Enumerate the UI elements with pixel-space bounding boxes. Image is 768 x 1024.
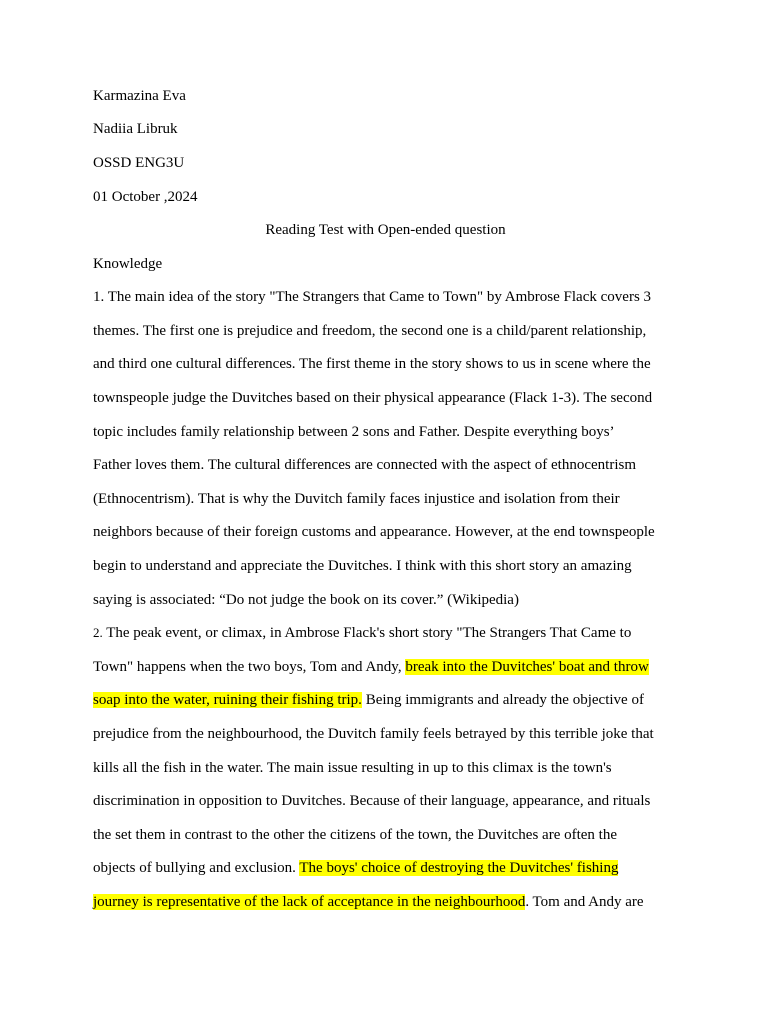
paragraph-line: discrimination in opposition to Duvitches. Because of their language, appearance, and rituals [93, 793, 651, 809]
question-number: 2. [93, 625, 103, 640]
highlighted-text: journey is representative of the lack of acceptance in the neighbourhood [93, 894, 526, 910]
section-heading-knowledge: Knowledge [93, 256, 163, 272]
highlighted-text: break into the Duvitches' boat and throw [405, 659, 649, 675]
paragraph-line [93, 658, 649, 676]
course-code: OSSD ENG3U [93, 155, 185, 171]
teacher-name: Nadiia Libruk [93, 121, 178, 137]
paragraph-line: 1. The main idea of the story "The Strangers that Came to Town" by Ambrose Flack covers 3 [93, 289, 652, 305]
paragraph-line: townspeople judge the Duvitches based on their physical appearance (Flack 1-3). The second [93, 390, 653, 406]
paragraph-line [93, 624, 631, 642]
paragraph-line: kills all the fish in the water. The main issue resulting in up to this climax is the town's [93, 760, 612, 776]
paragraph-line: and third one cultural differences. The first theme in the story shows to us in scene where the [93, 356, 651, 372]
document-date: 01 October ,2024 [93, 189, 198, 205]
text-run: . Tom and Andy are [525, 894, 644, 910]
paragraph-line: neighbors because of their foreign customs and appearance. However, at the end townspeople [93, 524, 655, 540]
paragraph-line [93, 859, 618, 877]
paragraph-line: the set them in contrast to the other the citizens of the town, the Duvitches are often the [93, 827, 618, 843]
paragraph-line: saying is associated: “Do not judge the book on its cover.” (Wikipedia) [93, 592, 519, 608]
student-name: Karmazina Eva [93, 88, 186, 104]
highlighted-text: The boys' choice of destroying the Duvitches' fishing [299, 860, 619, 876]
text-run: The peak event, or climax, in Ambrose Flack's short story "The Strangers That Came to [102, 625, 632, 641]
text-run: Town" happens when the two boys, Tom and Andy, [93, 659, 406, 675]
document-title: Reading Test with Open-ended question [265, 222, 506, 238]
paragraph-line: prejudice from the neighbourhood, the Duvitch family feels betrayed by this terrible joke that [93, 726, 654, 742]
paragraph-line: Father loves them. The cultural differences are connected with the aspect of ethnocentrism [93, 457, 636, 473]
paragraph-line [93, 691, 644, 709]
paragraph-line: begin to understand and appreciate the Duvitches. I think with this short story an amazing [93, 558, 632, 574]
paragraph-line: topic includes family relationship between 2 sons and Father. Despite everything boys’ [93, 424, 615, 440]
text-run: Being immigrants and already the objective of [361, 692, 644, 708]
paragraph-line: themes. The first one is prejudice and freedom, the second one is a child/parent relationship, [93, 323, 647, 339]
text-run: objects of bullying and exclusion. [93, 860, 300, 876]
paragraph-line [93, 893, 644, 911]
paragraph-line: (Ethnocentrism). That is why the Duvitch family faces injustice and isolation from their [93, 491, 620, 507]
highlighted-text: soap into the water, ruining their fishing trip. [93, 692, 362, 708]
